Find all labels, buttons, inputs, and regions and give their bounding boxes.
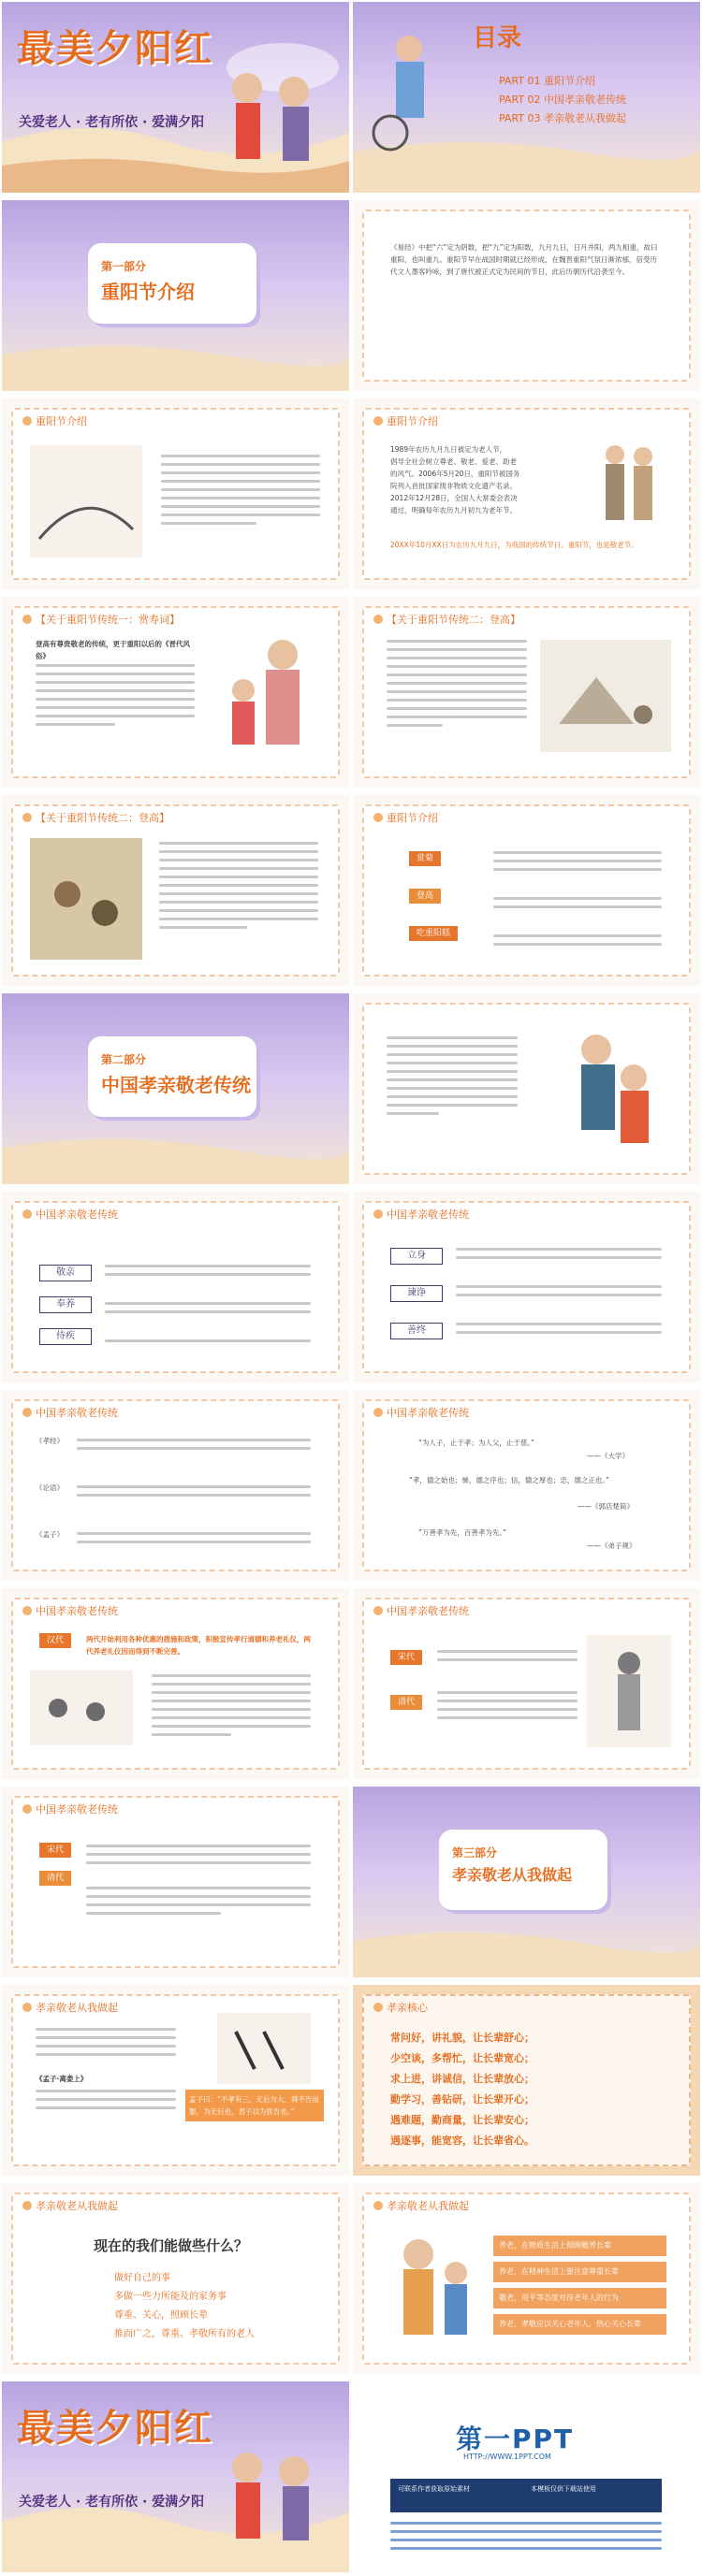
quote-1: “为人子，止于孝；为人父，止于慈。”: [418, 1439, 535, 1447]
brand-url[interactable]: HTTP://WWW.1PPT.COM: [463, 2453, 551, 2461]
tag-climb: 登高: [409, 889, 441, 904]
slide7-header: 【关于重阳节传统一：赏寿词】: [22, 612, 180, 627]
slide9-header: 【关于重阳节传统二：登高】: [22, 810, 169, 825]
slide-21[interactable]: [353, 1985, 700, 2176]
grandpa-child-image: [381, 2226, 484, 2348]
slide12-header: 中国孝亲敬老传统: [22, 1207, 118, 1222]
ancient-gathering-image: [540, 640, 671, 752]
slide18-header: 中国孝亲敬老传统: [22, 1802, 118, 1816]
grandma-child-image: [217, 634, 320, 756]
slide-15[interactable]: [353, 1390, 700, 1581]
toc-title: 目录: [473, 24, 522, 52]
quote-3-source: ——《弟子规》: [587, 1541, 636, 1550]
tag-remonstrate: 谏诤: [390, 1285, 443, 1302]
slide14-header: 中国孝亲敬老传统: [22, 1405, 118, 1420]
slide-intro[interactable]: [353, 200, 700, 391]
bullet-1: 做好自己的事: [114, 2273, 170, 2283]
ref-mengzi: 《孟子》: [36, 1530, 64, 1539]
slide6-text-6: 通过，明确每年农历九月初九为老年节。: [390, 506, 517, 514]
bullet-3: 尊重、关心，照顾长辈: [114, 2310, 208, 2321]
slide20-header: 孝亲敬老从我做起: [22, 2000, 118, 2015]
slide18-text-lines: [86, 1845, 311, 1920]
part3-number: 第三部分: [452, 1846, 498, 1860]
row-3: 敬老，用平等态度对待老年人的行为: [493, 2288, 666, 2308]
slide5-header: 重阳节介绍: [22, 413, 87, 428]
slide21-header: 孝亲核心: [373, 2000, 428, 2015]
slide-10[interactable]: [353, 795, 700, 986]
slide-brand[interactable]: [353, 2381, 700, 2572]
slide17-text-lines: [437, 1650, 578, 1725]
slide-18[interactable]: [2, 1787, 349, 1977]
slide8-header: 【关于重阳节传统二：登高】: [373, 612, 520, 627]
ink-scholars-image: [30, 1671, 133, 1745]
part1-name: 重阳节介绍: [101, 281, 195, 303]
core-line-5: 遇难题，勤商量，让长辈安心；: [390, 2114, 534, 2126]
end-cover-subtitle: 关爱老人 · 老有所依 · 爱满夕阳: [19, 2495, 205, 2510]
slide22-question: 现在的我们能做些什么？: [94, 2237, 249, 2254]
part2-number: 第二部分: [101, 1053, 147, 1066]
slide13-header: 中国孝亲敬老传统: [373, 1207, 469, 1222]
slide-23[interactable]: [353, 2183, 700, 2374]
slide-end-cover[interactable]: [2, 2381, 349, 2572]
slide-11[interactable]: [353, 993, 700, 1184]
quote-3: “万善孝为先，百善孝为先。”: [418, 1528, 507, 1537]
slide6-text-3: 的风气。2006年5月20日，重阳节被国务: [390, 470, 520, 478]
tag-farewell: 善终: [390, 1323, 443, 1339]
tag-cake: 吃重阳糕: [409, 926, 458, 941]
quote-2-source: ——《郭店楚简》: [578, 1502, 634, 1511]
tag-support: 奉养: [39, 1296, 92, 1313]
tag-qing: 清代: [390, 1695, 422, 1710]
part1-card: [88, 243, 256, 324]
ink-elder-image: [587, 1635, 671, 1747]
row-1: 养老，在物质生活上照顾赡养长辈: [493, 2236, 666, 2256]
ref-lunyu: 《论语》: [36, 1483, 64, 1492]
tag-chrysanthemum: 赏菊: [409, 851, 441, 866]
slide20-title: 《孟子·离娄上》: [36, 2075, 88, 2083]
slide7-lead: 登高有尊贵敬老的传统，更于重阳以后的《晋代风俗》: [36, 640, 190, 660]
slide-8[interactable]: [353, 597, 700, 788]
row-2: 养老，在精神生活上要注意尊重长辈: [493, 2262, 666, 2282]
toc-item-3[interactable]: PART 03 孝亲敬老从我做起: [499, 112, 627, 124]
bullet-2: 多做一些力所能及的家务事: [114, 2292, 227, 2302]
slide-17[interactable]: [353, 1588, 700, 1779]
bullet-4: 推而广之，尊重、孝敬所有的老人: [114, 2329, 255, 2339]
slide-13[interactable]: [353, 1192, 700, 1382]
slide-toc[interactable]: [353, 2, 700, 193]
slide-22[interactable]: [2, 2183, 349, 2374]
brand-right-caption: 本模板仅供下载站使用: [531, 2485, 596, 2493]
slide10-header: 重阳节介绍: [373, 810, 438, 825]
slide20-text-lines: [36, 2028, 176, 2062]
slide12-text-lines: [105, 1265, 311, 1348]
slide-part3[interactable]: [353, 1787, 700, 1977]
slide-16[interactable]: [2, 1588, 349, 1779]
toc-item-2[interactable]: PART 02 中国孝亲敬老传统: [499, 94, 627, 106]
slide6-note: 20XX年10月XX日为农历九月九日，为我国的传统节日。重阳节，也是敬老节。: [390, 541, 638, 549]
intro-text: 《易经》中把“六”定为阴数，把“九”定为阳数，九月九日，日月并阳，两九相重，故曰重阳，也叫重九。重阳节早在战国时期就已经形成，在魏晋重阳气氛日渐浓郁，倍受历代文人墨客吟咏，到了唐代被正式定为民间的节日，此后历朝历代沿袭至今。: [390, 243, 658, 276]
quote-2: “孝，德之始也；悌，德之序也；信，德之厚也；忠，德之正也。”: [409, 1476, 610, 1484]
slide6-header: 重阳节介绍: [373, 413, 438, 428]
end-cover-title: 最美夕阳红: [17, 2406, 213, 2450]
slide7-text-lines: [36, 664, 195, 731]
intro-frame: [362, 210, 691, 382]
part2-name: 中国孝亲敬老传统: [101, 1074, 251, 1096]
slide11-text-lines: [387, 1036, 518, 1121]
core-line-2: 少空谈，多帮忙，让长辈宽心；: [390, 2052, 534, 2064]
slide-part2[interactable]: [2, 993, 349, 1184]
caregiving-illustration: [540, 1021, 671, 1162]
tag-song-2: 宋代: [39, 1843, 71, 1858]
slide-cover[interactable]: [2, 2, 349, 193]
slide14-text-lines: [77, 1439, 311, 1549]
slide-12[interactable]: [2, 1192, 349, 1382]
cover-subtitle: 关爱老人 · 老有所依 · 爱满夕阳: [19, 115, 205, 130]
calligraphy-image: [217, 2013, 311, 2084]
ref-xiaojing: 《孝经》: [36, 1437, 64, 1445]
slide17-header: 中国孝亲敬老传统: [373, 1603, 469, 1618]
slide-6[interactable]: [353, 398, 700, 589]
slide16-lead: 两代开始利用各种优惠的措施和政策，积极宣传孝行道德和养老礼仪，两代养老礼仪因而得到不断完善。: [86, 1635, 311, 1656]
ancient-painting-image: [30, 838, 142, 960]
core-line-6: 遇逐事，能宽容，让长辈省心。: [390, 2135, 534, 2147]
slide20-quote-box: 孟子曰：“不孝有三，无后为大。舜不告而娶，为无后也，君子以为犹告也。”: [185, 2090, 324, 2121]
slide-part1[interactable]: [2, 200, 349, 391]
slide16-text-lines: [152, 1674, 311, 1742]
core-line-1: 常问好，讲礼貌，让长辈舒心；: [390, 2032, 534, 2044]
part2-card: [88, 1036, 256, 1117]
slide6-text-1: 1989年农历九月九日被定为老人节，: [390, 445, 507, 454]
slide-5[interactable]: [2, 398, 349, 589]
slide-14[interactable]: [2, 1390, 349, 1581]
brand-info-bar: [390, 2479, 662, 2512]
tag-song: 宋代: [390, 1650, 422, 1665]
part3-card: [439, 1830, 607, 1910]
slide10-text-lines: [493, 851, 662, 951]
brand-logo[interactable]: 第一PPT: [456, 2424, 575, 2454]
slide16-header: 中国孝亲敬老传统: [22, 1603, 118, 1618]
slide-20[interactable]: [2, 1985, 349, 2176]
core-line-4: 勤学习，善钻研，让长辈开心；: [390, 2093, 534, 2106]
tag-qing-2: 清代: [39, 1871, 71, 1886]
slide5-text-lines: [161, 455, 320, 530]
slide13-text-lines: [456, 1248, 662, 1339]
cover-title: 最美夕阳红: [17, 26, 213, 70]
slide22-header: 孝亲敬老从我做起: [22, 2198, 118, 2213]
brand-left-caption: 可联系作者获取原始素材: [398, 2485, 470, 2493]
slide9-text-lines: [159, 842, 318, 934]
tag-establish: 立身: [390, 1248, 443, 1265]
quote-1-source: ——《大学》: [587, 1452, 629, 1460]
slide-9[interactable]: [2, 795, 349, 986]
tag-respect: 敬亲: [39, 1265, 92, 1281]
row-4: 养老，孝敬应以关心老年人，热心关心长辈: [493, 2314, 666, 2335]
toc-item-1[interactable]: PART 01 重阳节介绍: [499, 75, 596, 87]
slide6-text-5: 2012年12月28日，全国人大常委会表决: [390, 494, 518, 502]
slide6-text-4: 院列入首批国家级非物质文化遗产名录。: [390, 482, 517, 490]
part1-number: 第一部分: [101, 260, 147, 273]
slide-7[interactable]: [2, 597, 349, 788]
slide23-header: 孝亲敬老从我做起: [373, 2198, 469, 2213]
slide15-header: 中国孝亲敬老传统: [373, 1405, 469, 1420]
elderly-couple-image: [587, 436, 671, 529]
slide20-text-lines-2: [36, 2090, 176, 2115]
slide6-text-2: 倡导全社会树立尊老、敬老、爱老、助老: [390, 457, 517, 466]
tag-han: 汉代: [39, 1633, 71, 1648]
slide8-text-lines: [387, 640, 527, 732]
brand-link-lines: [390, 2522, 662, 2555]
part3-name: 孝亲敬老从我做起: [452, 1866, 573, 1884]
ink-painting-image: [30, 445, 142, 557]
core-line-3: 求上进，讲诚信，让长辈放心；: [390, 2073, 534, 2085]
tag-care: 侍疾: [39, 1328, 92, 1345]
